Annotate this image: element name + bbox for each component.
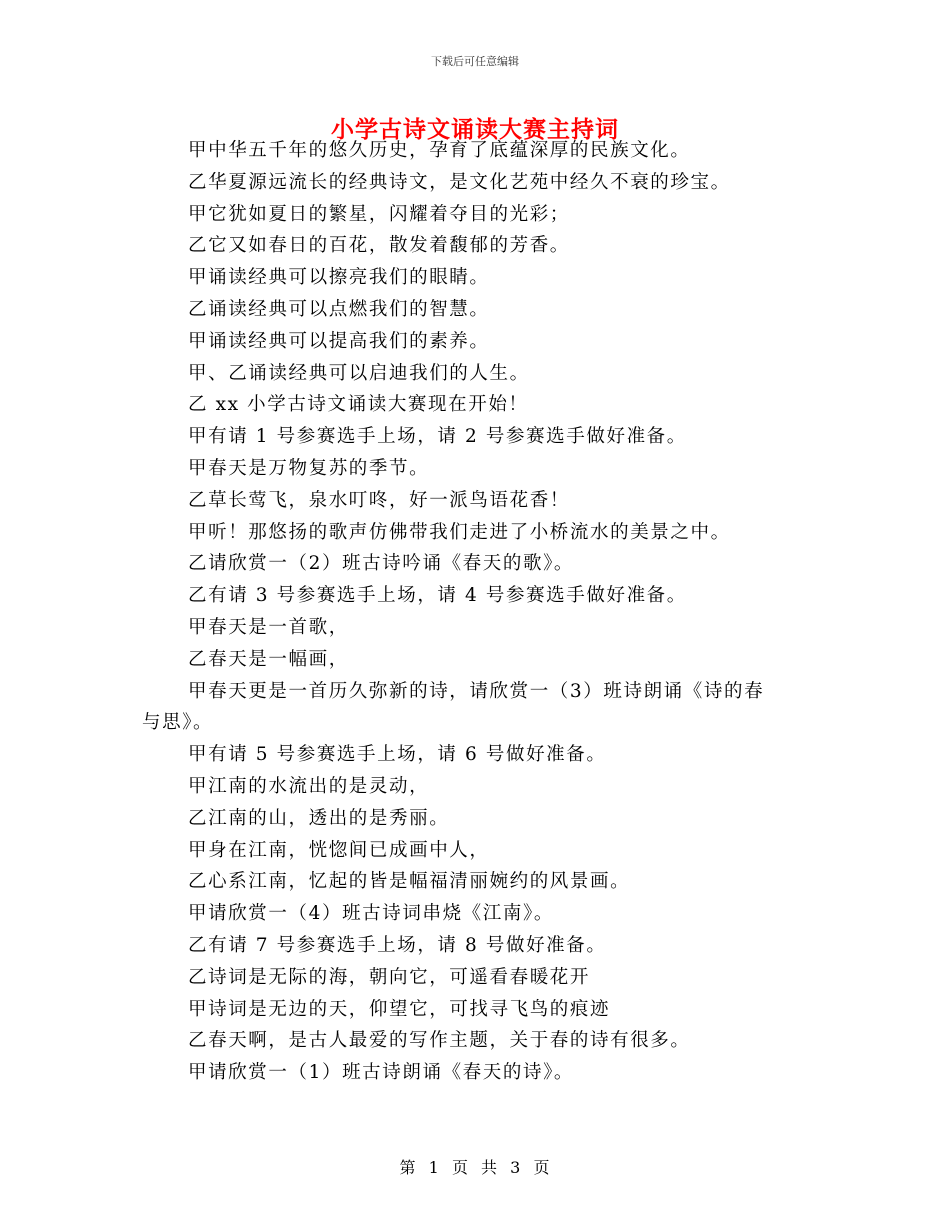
text-line: 乙草长莺飞，泉水叮咚，好一派鸟语花香！: [188, 489, 570, 511]
text-line: 乙 xx 小学古诗文诵读大赛现在开始！: [188, 394, 529, 416]
text-line: 甲、乙诵读经典可以启迪我们的人生。: [188, 362, 530, 384]
text-line: 乙江南的山，透出的是秀丽。: [188, 807, 450, 829]
footer-total-prefix: 共: [481, 1158, 499, 1177]
text-line: 乙诵读经典可以点燃我们的智慧。: [188, 298, 490, 320]
header-note: 下载后可任意编辑: [431, 55, 519, 68]
text-line: 乙诗词是无际的海，朝向它，可遥看春暖花开: [188, 966, 591, 988]
text-line: 甲请欣赏一（4）班古诗词串烧《江南》。: [188, 903, 554, 925]
text-line: 甲春天是万物复苏的季节。: [188, 457, 430, 479]
footer-page-unit: 页: [451, 1158, 469, 1177]
text-line: 乙请欣赏一（2）班古诗吟诵《春天的歌》。: [188, 553, 575, 575]
page-footer: [0, 1155, 950, 1178]
text-line: 乙心系江南，忆起的皆是幅福清丽婉约的风景画。: [188, 871, 631, 893]
text-line: 甲身在江南，恍惚间已成画中人，: [188, 839, 490, 861]
document-title: 小学古诗文诵读大赛主持词: [331, 117, 619, 143]
document-body: [142, 135, 812, 1089]
text-line: 甲诗词是无边的天，仰望它，可找寻飞鸟的痕迹: [188, 998, 611, 1020]
text-line: 乙有请 3 号参赛选手上场，请 4 号参赛选手做好准备。: [188, 585, 687, 607]
text-line: 乙春天是一幅画，: [188, 648, 349, 670]
text-line: 甲有请 1 号参赛选手上场，请 2 号参赛选手做好准备。: [188, 426, 687, 448]
text-line: 甲听！那悠扬的歌声仿佛带我们走进了小桥流水的美景之中。: [188, 521, 731, 543]
current-page-number: 1: [428, 1158, 440, 1177]
text-line: 甲春天更是一首历久弥新的诗，请欣赏一（3）班诗朗诵《诗的春: [188, 680, 765, 702]
text-line: 乙华夏源远流长的经典诗文，是文化艺苑中经久不衰的珍宝。: [188, 171, 731, 193]
text-line: 甲中华五千年的悠久历史，孕育了底蕴深厚的民族文化。: [188, 140, 691, 161]
text-line: 甲有请 5 号参赛选手上场，请 6 号做好准备。: [188, 744, 607, 766]
text-line: 甲诵读经典可以提高我们的素养。: [188, 330, 490, 352]
text-line: 甲诵读经典可以擦亮我们的眼睛。: [188, 267, 490, 289]
text-line: 甲它犹如夏日的繁星，闪耀着夺目的光彩；: [188, 203, 570, 225]
text-line: 乙有请 7 号参赛选手上场，请 8 号做好准备。: [188, 934, 607, 956]
text-line: 甲江南的水流出的是灵动，: [188, 775, 430, 797]
text-line-continuation: 与思》。: [142, 712, 214, 734]
text-line: 乙春天啊，是古人最爱的写作主题，关于春的诗有很多。: [188, 1030, 691, 1052]
total-pages-number: 3: [510, 1158, 522, 1177]
text-line: 乙它又如春日的百花，散发着馥郁的芳香。: [188, 235, 570, 257]
footer-total-unit: 页: [533, 1158, 551, 1177]
footer-prefix: 第: [399, 1158, 417, 1177]
text-line: 甲请欣赏一（1）班古诗朗诵《春天的诗》。: [188, 1062, 575, 1084]
text-line: 甲春天是一首歌，: [188, 616, 349, 638]
